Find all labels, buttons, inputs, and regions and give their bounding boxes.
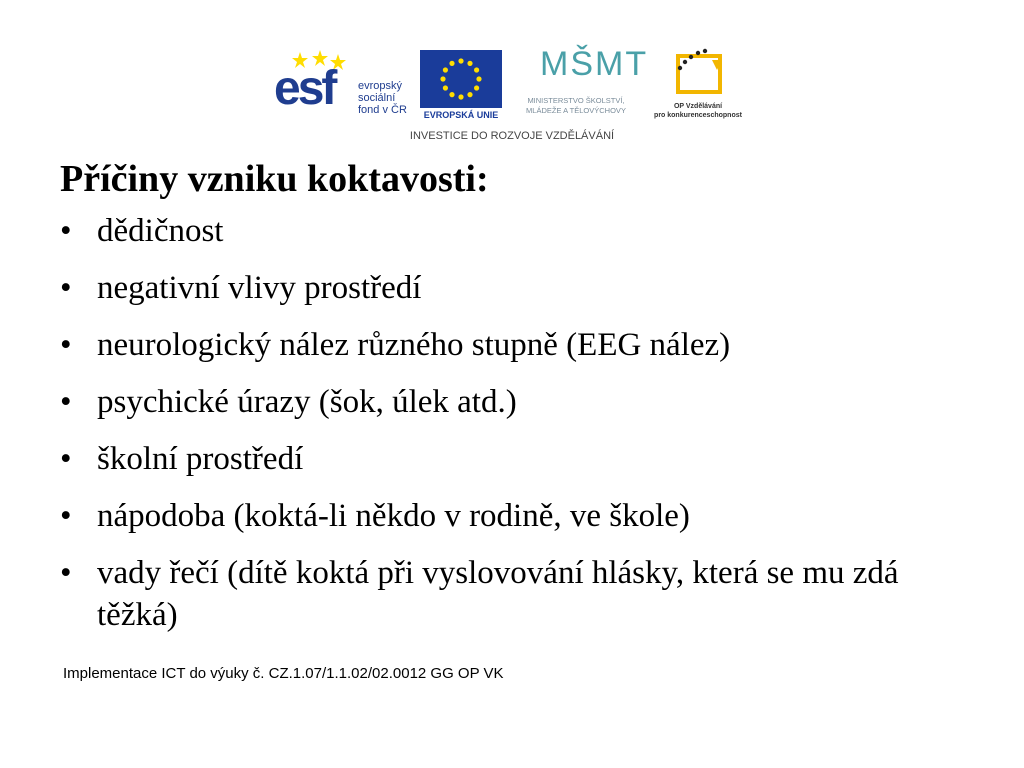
bullet-icon: •: [60, 498, 72, 534]
op-caption-line: pro konkurenceschopnost: [654, 112, 742, 119]
bullet-icon: •: [60, 384, 72, 420]
esf-logo: [274, 50, 416, 116]
list-item-text: školní prostředí: [97, 441, 304, 477]
msmt-caption-line: MLÁDEŽE A TĚLOVÝCHOVY: [526, 106, 626, 115]
footer-note: Implementace ICT do výuky č. CZ.1.07/1.1.02/02.0012 GG OP VK: [63, 665, 504, 682]
bullet-icon: •: [60, 441, 72, 477]
msmt-mark: MŠMT: [540, 45, 649, 83]
eu-label: EVROPSKÁ UNIE: [423, 110, 499, 120]
list-item: [60, 495, 980, 537]
bullet-icon: •: [60, 327, 72, 363]
bullet-list: [60, 210, 980, 651]
op-emblem-icon: [650, 48, 746, 102]
esf-caption-line: evropský: [358, 80, 403, 92]
msmt-logo: [506, 45, 649, 126]
op-caption-line: OP Vzdělávání: [673, 103, 723, 110]
list-item: [60, 324, 980, 366]
list-item: [60, 267, 980, 309]
list-item: [60, 552, 980, 636]
list-item: [60, 438, 980, 480]
logo-bar: [270, 44, 750, 144]
msmt-caption: [506, 96, 646, 116]
esf-wordmark: esf: [274, 62, 335, 115]
msmt-caption-line: MINISTERSTVO ŠKOLSTVÍ,: [527, 96, 625, 105]
list-item-text: vady řečí (dítě koktá při vyslovování hlásky, která se mu zdá těžká): [97, 555, 899, 633]
eu-logo: [420, 50, 502, 126]
list-item: [60, 381, 980, 423]
list-item: [60, 210, 980, 252]
list-item-text: nápodoba (koktá-li někdo v rodině, ve škole): [97, 498, 690, 534]
investment-tagline: INVESTICE DO ROZVOJE VZDĚLÁVÁNÍ: [409, 130, 615, 142]
esf-caption: [358, 80, 420, 116]
esf-caption-line: sociální: [358, 92, 396, 104]
bullet-icon: •: [60, 213, 72, 249]
list-item-text: psychické úrazy (šok, úlek atd.): [97, 384, 517, 420]
esf-caption-line: fond v ČR: [358, 104, 407, 116]
bullet-icon: •: [60, 555, 72, 591]
list-item-text: negativní vlivy prostředí: [97, 270, 422, 306]
op-logo: [650, 48, 746, 124]
slide-title: Příčiny vzniku koktavosti:: [60, 158, 489, 200]
list-item-text: dědičnost: [97, 213, 224, 249]
eu-flag-icon: [420, 50, 502, 108]
op-caption: [650, 102, 746, 120]
list-item-text: neurologický nález různého stupně (EEG nález): [97, 327, 731, 363]
bullet-icon: •: [60, 270, 72, 306]
